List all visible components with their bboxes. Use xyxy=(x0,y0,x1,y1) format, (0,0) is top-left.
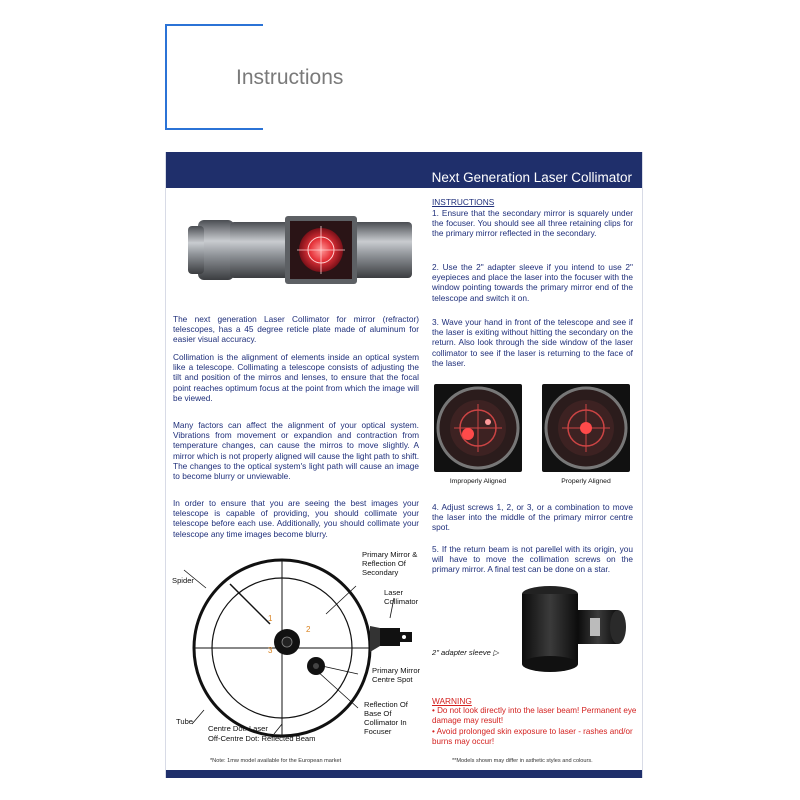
label-reflection-base: Reflection Of Base Of Collimator In Focuser xyxy=(364,700,408,736)
label-primary-centre: Primary Mirror Centre Spot xyxy=(372,666,421,684)
footnote-left: *Note: 1mw model available for the European market xyxy=(210,758,342,764)
label-laser-collimator: Laser Collimator xyxy=(384,588,419,606)
intro-paragraph-1: The next generation Laser Collimator for mirror (refractor) telescopes, has a 45 degree reticle plate made of aluminum for easier visual accuracy. xyxy=(173,314,419,345)
footer-bar xyxy=(166,770,642,778)
adapter-sleeve-photo xyxy=(516,580,636,676)
header-bar xyxy=(166,152,642,188)
collimator-photo xyxy=(180,208,420,292)
improperly-aligned-photo xyxy=(434,384,522,472)
warning-heading: WARNING xyxy=(432,696,472,706)
collimator-illustration xyxy=(180,208,420,292)
step-3: 3. Wave your hand in front of the telescope and see if the laser is exiting without hitting the secondary on the return. Also look through the side window of the laser collimator to see if the laser is returning to the face of the laser. xyxy=(432,317,633,368)
proper-alignment-image xyxy=(542,384,630,472)
label-primary-reflection: Primary Mirror & Reflection Of Secondary xyxy=(362,550,418,577)
adapter-caption: 2" adapter sleeve ▷ xyxy=(432,648,499,657)
adapter-sleeve-illustration xyxy=(516,580,636,676)
step-1: 1. Ensure that the secondary mirror is squarely under the focuser. You should see all three retaining clips for the primary mirror reflected in the secondary. xyxy=(432,208,633,239)
page-title: Instructions xyxy=(236,66,344,89)
header-title: Next Generation Laser Collimator xyxy=(431,170,632,185)
warning-line-2: • Avoid prolonged skin exposure to laser - rashes and/or burns may occur! xyxy=(432,727,633,746)
step-2: 2. Use the 2" adapter sleeve if you intend to use 2" eyepieces and place the laser into the focuser with the window pointing towards the primary mirror end of the telescope and switch it on. xyxy=(432,262,633,303)
proper-caption: Properly Aligned xyxy=(561,478,611,485)
warning-line-1: • Do not look directly into the laser beam! Permanent eye damage may result! xyxy=(432,706,637,725)
diagram-label-n1: 1 xyxy=(268,614,273,623)
intro-paragraph-2: Collimation is the alignment of elements inside an optical system like a telescope. Collimating a telescope consists of adjusting the tilt and position of the mirros and lenses, to ensure that the focal point reaches optimum focus at the point from which the image will be viewed. xyxy=(173,352,419,403)
properly-aligned-photo xyxy=(542,384,630,472)
diagram-label-n2: 2 xyxy=(306,625,311,634)
improper-caption: Improperly Aligned xyxy=(449,478,507,485)
label-spider: Spider xyxy=(172,576,194,585)
label-off-centre: Off-Centre Dot: Reflected Beam xyxy=(208,734,316,743)
label-tube: Tube xyxy=(176,717,194,726)
instructions-heading: INSTRUCTIONS xyxy=(432,197,495,207)
intro-paragraph-3: Many factors can affect the alignment of your optical system. Vibrations from movement or expandion and contraction from temperature changes, can cause the mirros to move slightly. A mirror which is not properly aligned will cause the light path to shift. The changes to the optical system's light path will cause an image to become blurry or unviewable. xyxy=(173,420,419,482)
improper-alignment-image xyxy=(434,384,522,472)
intro-paragraph-4: In order to ensure that you are seeing the best images your telescope is capable of providing, you should collimate your telescope before each use. Additionally, you should collimate your telescope any time images become blurry. xyxy=(173,498,419,539)
instruction-sheet xyxy=(165,152,643,778)
collimator-body xyxy=(380,628,400,646)
label-centre-dot: Centre Dot: Laser xyxy=(208,724,268,733)
step-5: 5. If the return beam is not parellel with its origin, you will have to move the collimation screws on the primary mirror. A final test can be done on a star. xyxy=(432,544,633,575)
step-4: 4. Adjust screws 1, 2, or 3, or a combination to move the laser into the middle of the primary mirror centre spot. xyxy=(432,502,633,533)
footnote-right: **Models shown may differ in asthetic styles and colours. xyxy=(452,758,593,764)
diagram-label-n3: 3 xyxy=(268,646,273,655)
